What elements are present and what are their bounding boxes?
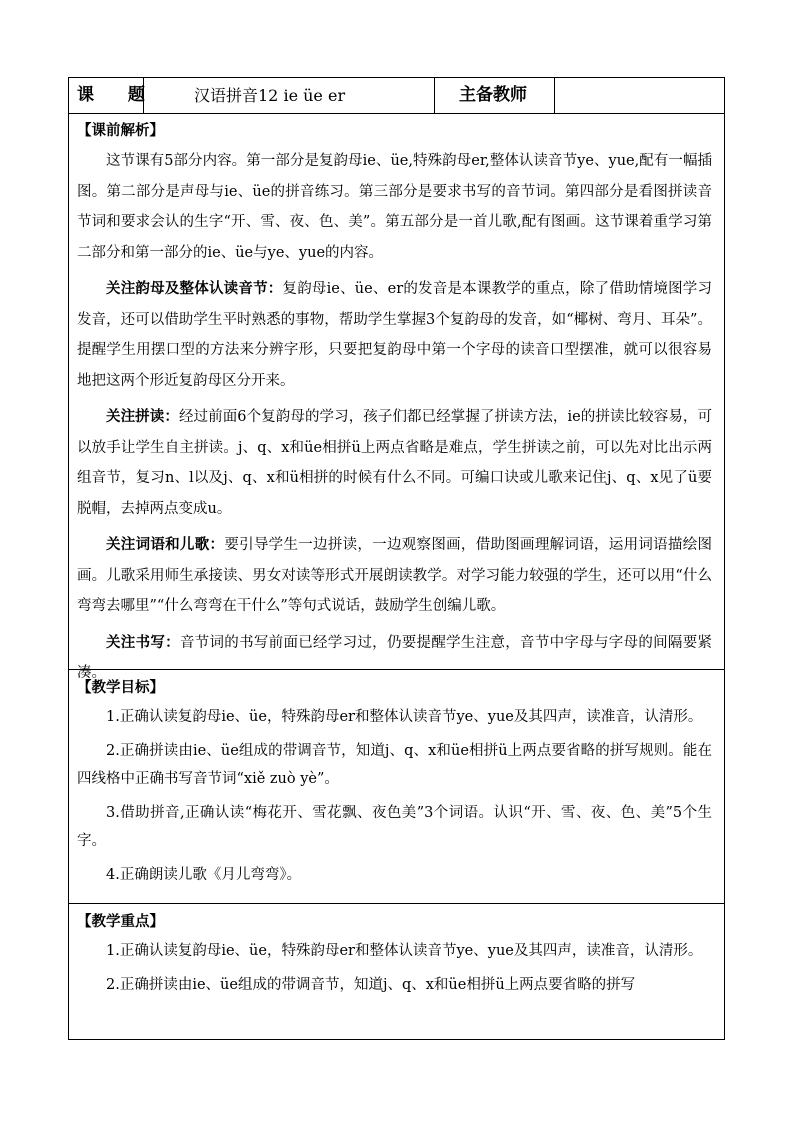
key-point-item: 1.正确认读复韵母ie、üe，特殊韵母er和整体认读音节ye、yue及其四声，读准音，认清形。 xyxy=(106,943,703,959)
pre-analysis-intro: 这节课有5部分内容。第一部分是复韵母ie、üe,特殊韵母er,整体认读音节ye、yue,配有一幅插图。第二部分是声母与ie、üe的拼音练习。第三部分是要求书写的音节词。第四部分是看图拼读音节词和要求会认的生字“开、雪、夜、色、美”。第五部分是一首儿歌,配有图画。这节课着重学习第二部分和第一部分的ie、üe与ye、yue的内容。 xyxy=(77,153,712,261)
goal-item: 1.正确认读复韵母ie、üe，特殊韵母er和整体认读音节ye、yue及其四声，读准音，认清形。 xyxy=(106,709,703,725)
focus-lead: 关注书写： xyxy=(106,633,180,651)
section-title-pre-analysis: 【课前解析】 xyxy=(77,122,164,139)
goal-item: 4.正确朗读儿歌《月儿弯弯》。 xyxy=(106,867,302,883)
goal-item: 3.借助拼音,正确认读“梅花开、雪花飘、夜色美”3个词语。认识“开、雪、夜、色、美”5个生字。 xyxy=(77,805,712,849)
focus-text: 要引导学生一边拼读，一边观察图画，借助图画理解词语，运用词语描绘图画。儿歌采用师生承接读、男女对读等形式开展朗读教学。对学习能力较强的学生，还可以用“什么弯弯去哪里”“什么弯弯在干什么”等句式说话，鼓励学生创编儿歌。 xyxy=(77,537,713,614)
subject-label: 课 题 xyxy=(69,78,144,113)
focus-text: 经过前面6个复韵母的学习，孩子们都已经掌握了拼读方法，ie的拼读比较容易，可以放手让学生自主拼读。j、q、x和üe相拼ü上两点省略是难点，学生拼读之前，可以先对比出示两组音节，复习n、l以及j、q、x和ü相拼的时候有什么不同。可编口诀或儿歌来记住j、q、x见了ü要脱帽，去掉两点变成u。 xyxy=(77,409,712,517)
pre-analysis-section xyxy=(69,114,724,681)
focus-text: 复韵母ie、üe、er的发音是本课教学的重点，除了借助情境图学习发音，还可以借助学生平时熟悉的事物，帮助学生掌握3个复韵母的发音，如“椰树、弯月、耳朵”。提醒学生用摆口型的方法来分辨字形，只要把复韵母中第一个字母的读音口型摆准，就可以很容易地把这两个形近复韵母区分开来。 xyxy=(77,281,713,389)
focus-paragraph xyxy=(77,402,712,524)
header-row xyxy=(69,78,724,114)
key-point-item: 2.正确拼读由ie、üe组成的带调音节，知道j、q、x和üe相拼ü上两点要省略的拼写 xyxy=(106,977,636,993)
focus-lead: 关注拼读： xyxy=(106,408,179,425)
lesson-plan-table xyxy=(68,77,725,1040)
section-title-key-points: 【教学重点】 xyxy=(77,913,164,930)
focus-lead: 关注韵母及整体认读音节： xyxy=(106,280,283,297)
focus-text: 音节词的书写前面已经学习过，仍要提醒学生注意，音节中字母与字母的间隔要紧凑。 xyxy=(77,634,712,681)
goal-item: 2.正确拼读由ie、üe组成的带调音节，知道j、q、x和üe相拼ü上两点要省略的拼写规则。能在四线格中正确书写音节词“xiě zuò yè”。 xyxy=(77,743,712,787)
lesson-title: 汉语拼音12 ie üe er xyxy=(144,78,435,113)
teacher-label: 主备教师 xyxy=(435,78,555,113)
teaching-goals-section xyxy=(69,671,724,904)
focus-lead: 关注词语和儿歌： xyxy=(106,536,225,553)
key-points-section xyxy=(69,905,724,1039)
focus-paragraph xyxy=(77,274,712,396)
teacher-value xyxy=(555,78,724,113)
section-title-goals: 【教学目标】 xyxy=(77,679,164,696)
focus-paragraph xyxy=(77,530,712,622)
